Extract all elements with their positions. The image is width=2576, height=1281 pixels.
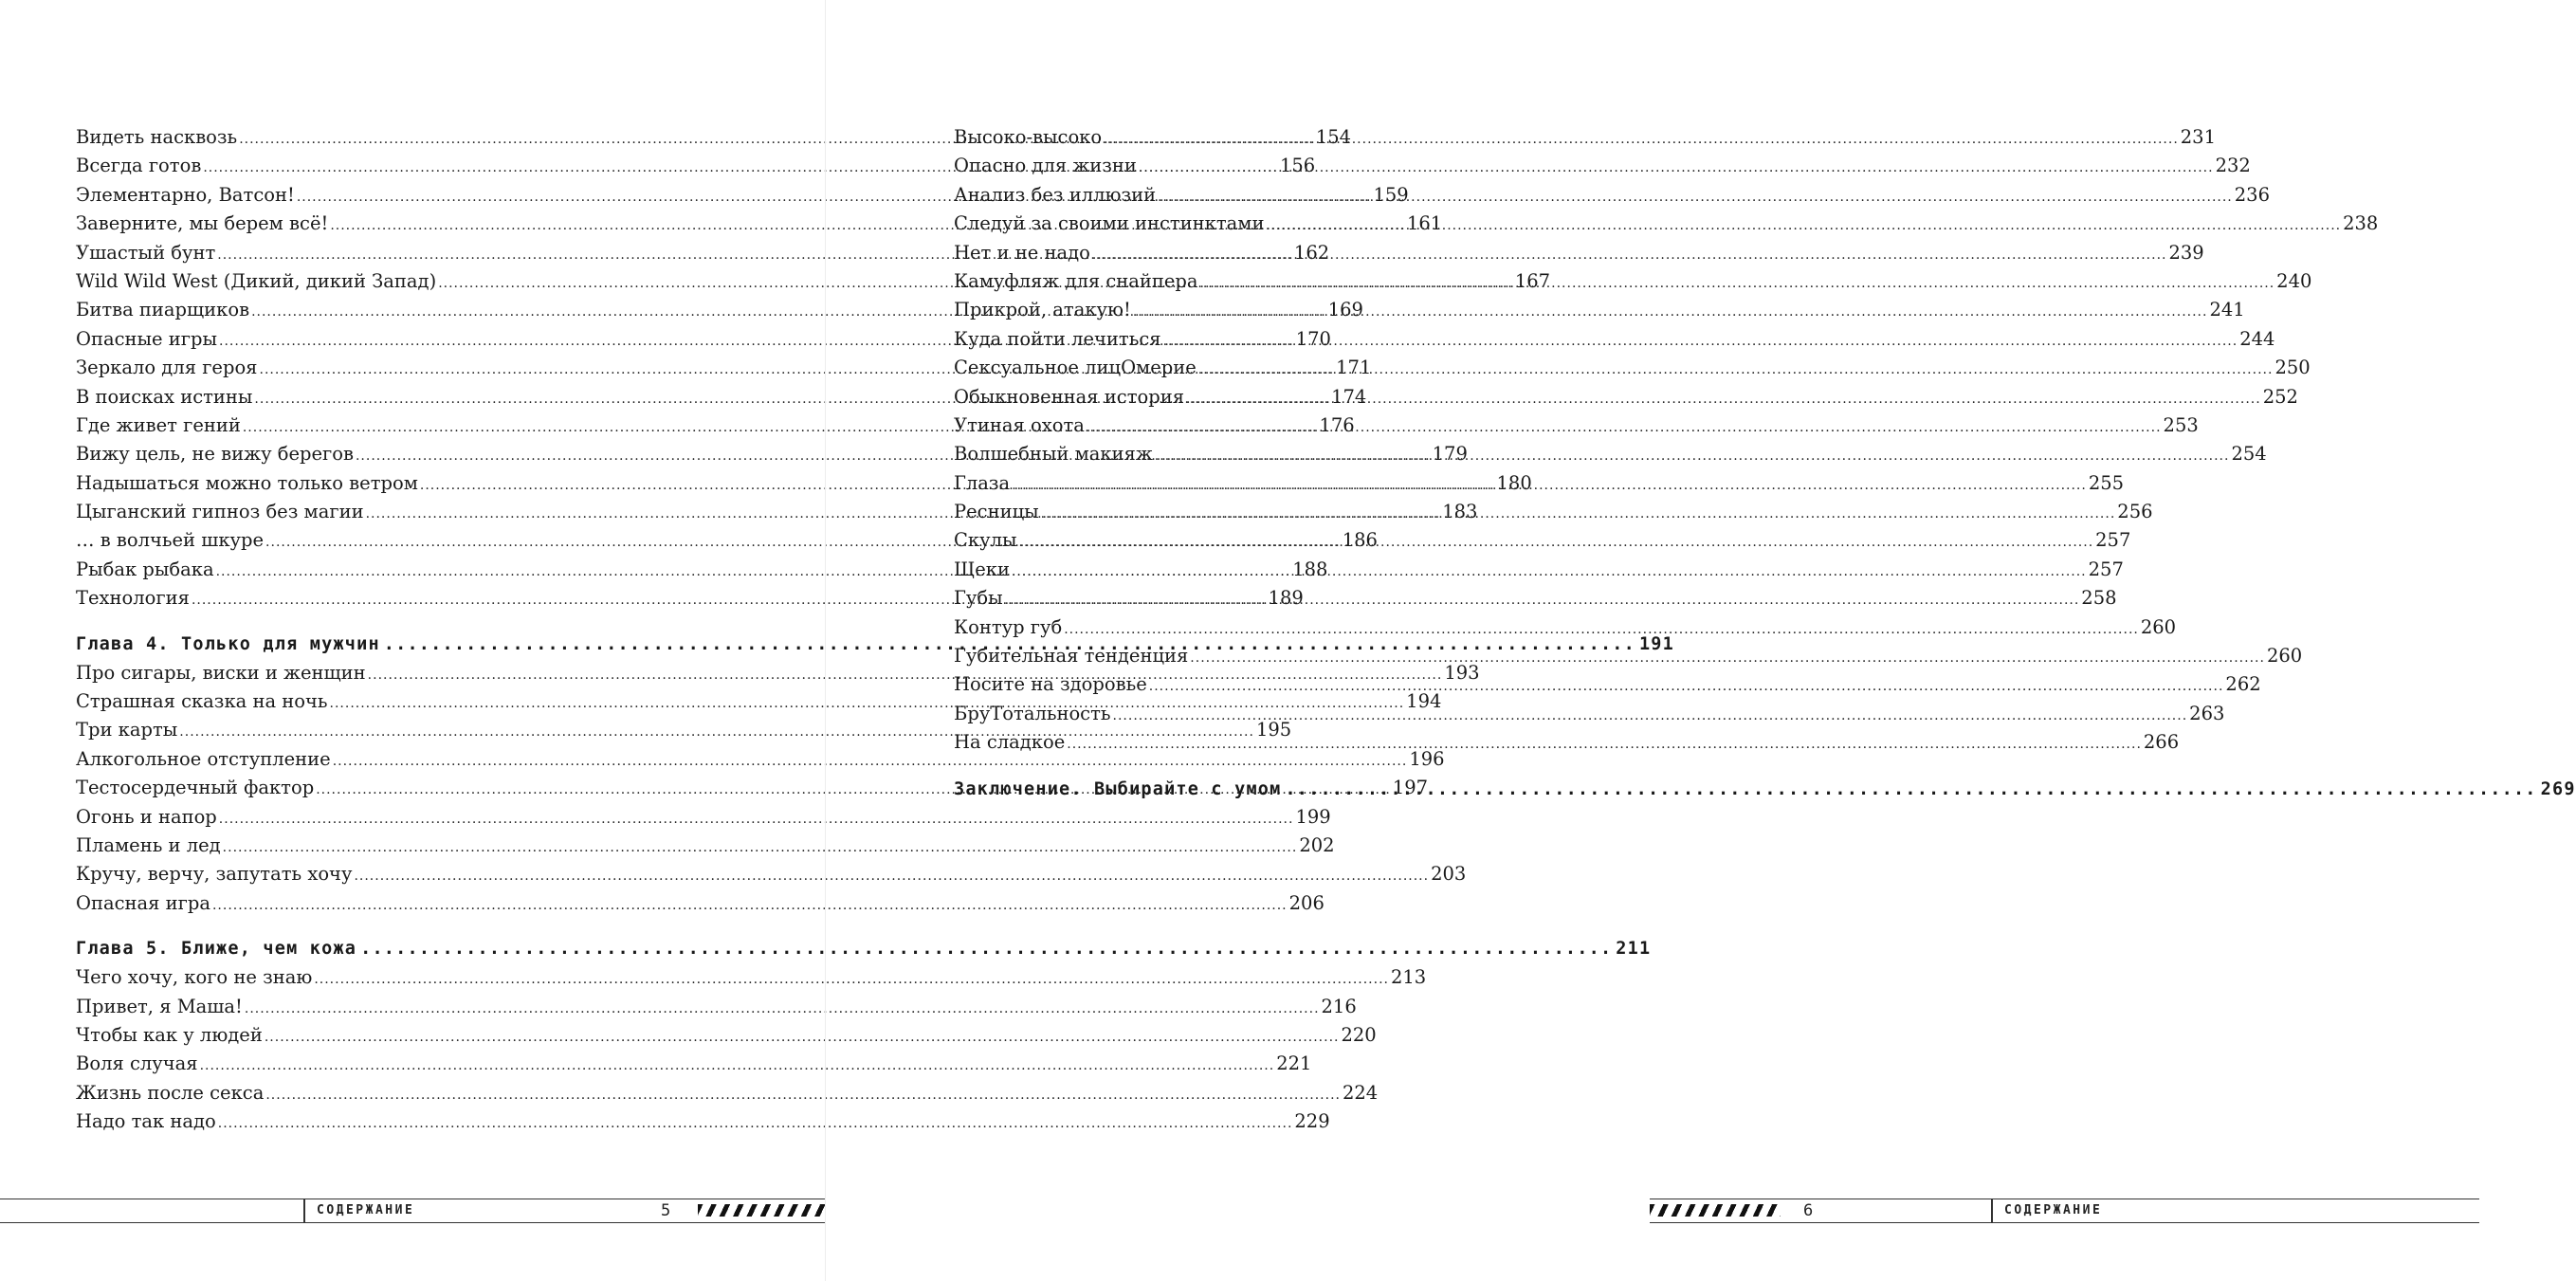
entry-page: 257 — [2095, 529, 2131, 552]
entry-page: 195 — [1255, 719, 1292, 741]
entry-page: 257 — [2088, 558, 2124, 580]
entry-page: 224 — [1342, 1081, 1379, 1104]
toc-entry[interactable] — [954, 181, 2270, 210]
entry-title: Надышаться можно только ветром — [76, 471, 418, 494]
entry-page: 167 — [1514, 269, 1551, 292]
leader-dots — [1005, 586, 2080, 614]
entry-title: Прикрой, атакую! — [954, 299, 1131, 321]
entry-title: Ресницы — [954, 501, 1039, 523]
toc-entry[interactable] — [954, 325, 2275, 354]
toc-entry[interactable] — [76, 993, 1357, 1021]
entry-title: Огонь и напор — [76, 805, 217, 828]
entry-page: 159 — [1373, 183, 1409, 206]
entry-page: 180 — [1496, 471, 1532, 494]
entry-page: 202 — [1299, 833, 1335, 856]
leader-dots — [1266, 211, 2341, 240]
entry-page: 258 — [2081, 587, 2117, 610]
running-title: СОДЕРЖАНИЕ — [2004, 1203, 2103, 1217]
entry-page: 253 — [2163, 413, 2199, 436]
leader-dots — [1163, 327, 2238, 356]
entry-title: Чтобы как у людей — [76, 1023, 263, 1046]
toc-entry[interactable] — [76, 889, 1325, 918]
entry-title: Контур губ — [954, 615, 1063, 638]
leader-dots — [1087, 413, 2162, 442]
entry-title: Скулы — [954, 529, 1017, 552]
entry-page: 238 — [2343, 212, 2379, 235]
entry-page: 186 — [1342, 529, 1378, 552]
entry-page: 231 — [2180, 126, 2216, 148]
entry-title: Анализ без иллюзий — [954, 183, 1157, 206]
leader-dots — [1285, 775, 2536, 804]
entry-page: 252 — [2262, 385, 2298, 408]
entry-title: Жизнь после секса — [76, 1081, 265, 1104]
toc-entry[interactable] — [76, 832, 1335, 860]
toc-entry[interactable] — [954, 700, 2225, 728]
entry-page: 221 — [1276, 1052, 1312, 1075]
entry-page: 189 — [1268, 587, 1304, 610]
entry-title: Рыбак рыбака — [76, 558, 214, 580]
entry-page: 154 — [1315, 126, 1352, 148]
entry-title: Wild Wild West (Дикий, дикий Запад) — [76, 269, 437, 292]
entry-title: Чего хочу, кого не знаю — [76, 966, 313, 989]
toc-entry[interactable] — [954, 412, 2199, 440]
entry-page: 240 — [2276, 269, 2312, 292]
entry-title: БруТотальность — [954, 702, 1111, 724]
entry-page: 239 — [2168, 241, 2204, 264]
entry-page: 254 — [2231, 443, 2267, 466]
leader-dots — [1190, 644, 2265, 672]
entry-title: Пламень и лед — [76, 833, 221, 856]
entry-page: 162 — [1293, 241, 1330, 264]
toc-entry[interactable] — [76, 1050, 1312, 1078]
page-number: 5 — [661, 1201, 671, 1220]
entry-page: 263 — [2189, 702, 2225, 724]
chapter-5-heading[interactable] — [76, 934, 1652, 963]
entry-title: Всегда готов — [76, 155, 202, 177]
footer-divider — [303, 1199, 305, 1222]
entry-title: Сексуальное лицОмерие — [954, 357, 1197, 379]
entry-page: 206 — [1288, 891, 1325, 914]
leader-dots — [1186, 385, 2261, 413]
entry-title: Щеки — [954, 558, 1010, 580]
leader-dots — [1012, 471, 2087, 500]
chapter-title: Глава 5. Ближе, чем кожа — [76, 939, 357, 960]
footer-right — [1650, 1199, 2479, 1223]
entry-title: Надо так надо — [76, 1110, 216, 1133]
toc-entry[interactable] — [954, 296, 2245, 324]
entry-title: Привет, я Маша! — [76, 995, 243, 1017]
entry-title: Куда пойти лечиться — [954, 327, 1161, 350]
leader-dots — [1012, 558, 2087, 586]
entry-title: Следуй за своими инстинктами — [954, 212, 1265, 235]
entry-page: 232 — [2215, 155, 2251, 177]
entry-page: 176 — [1319, 413, 1355, 436]
entry-page: 174 — [1331, 385, 1367, 408]
chapter-page: 269 — [2540, 778, 2576, 799]
toc-entry[interactable] — [76, 860, 1467, 888]
entry-title: Губительная тенденция — [954, 645, 1189, 668]
entry-page: 266 — [2143, 731, 2180, 754]
entry-title: Высоко-высоко — [954, 126, 1103, 148]
entry-title: Где живет гений — [76, 413, 241, 436]
conclusion-heading[interactable] — [954, 775, 2576, 804]
entry-page: 250 — [2275, 357, 2311, 379]
toc-entry[interactable] — [954, 383, 2298, 412]
toc-entry[interactable] — [954, 584, 2117, 613]
entry-title: Опасные игры — [76, 327, 218, 350]
entry-page: 262 — [2225, 673, 2261, 696]
entry-page: 170 — [1295, 327, 1331, 350]
entry-page: 255 — [2088, 471, 2125, 494]
entry-title: Глаза — [954, 471, 1011, 494]
toc-entry[interactable] — [954, 440, 2267, 468]
leader-dots — [1019, 528, 2094, 557]
stripe-ornament — [698, 1204, 825, 1217]
entry-page: 183 — [1442, 501, 1478, 523]
entry-title: Вижу цель, не вижу берегов — [76, 443, 354, 466]
entry-title: В поисках истины — [76, 385, 253, 408]
entry-page: 236 — [2234, 183, 2270, 206]
leader-dots — [1041, 500, 2116, 528]
entry-page: 197 — [1392, 777, 1429, 799]
entry-title: Видеть насквозь — [76, 126, 238, 148]
toc-entry[interactable] — [954, 556, 2124, 584]
entry-title: Три карты — [76, 719, 178, 741]
toc-entry[interactable] — [954, 354, 2311, 382]
footer-left — [0, 1199, 825, 1223]
entry-title: Зеркало для героя — [76, 357, 258, 379]
entry-title: Ушастый бунт — [76, 241, 216, 264]
entry-page: 179 — [1432, 443, 1468, 466]
entry-page: 256 — [2117, 501, 2153, 523]
leader-dots — [1200, 269, 2275, 298]
entry-title: Битва пиарщиков — [76, 299, 250, 321]
entry-title: Элементарно, Ватсон! — [76, 183, 295, 206]
leader-dots — [1092, 241, 2167, 269]
footer-divider — [1991, 1199, 1993, 1222]
entry-page: 220 — [1341, 1023, 1377, 1046]
toc-entry[interactable] — [954, 123, 2216, 152]
entry-page: 203 — [1431, 863, 1467, 886]
leader-dots — [1133, 298, 2208, 326]
entry-page: 193 — [1444, 661, 1480, 684]
leader-dots — [1198, 356, 2274, 384]
running-title: СОДЕРЖАНИЕ — [317, 1203, 415, 1217]
leader-dots — [1067, 730, 2142, 759]
entry-title: Воля случая — [76, 1052, 198, 1075]
entry-page: 260 — [2266, 645, 2303, 668]
entry-title: Тестосердечный фактор — [76, 777, 315, 799]
toc-entry[interactable] — [954, 210, 2379, 238]
entry-page: 196 — [1409, 747, 1445, 770]
chapter-title: Глава 4. Только для мужчин — [76, 633, 380, 654]
entry-title: Волшебный макияж — [954, 443, 1153, 466]
toc-entry[interactable] — [76, 803, 1331, 832]
toc-entry[interactable] — [954, 526, 2131, 555]
toc-entry[interactable] — [954, 152, 2251, 180]
entry-page: 244 — [2239, 327, 2275, 350]
entry-page: 161 — [1406, 212, 1443, 235]
entry-title: Заверните, мы берем всё! — [76, 212, 329, 235]
toc-group-c — [76, 963, 1427, 1136]
entry-title: Страшная сказка на ночь — [76, 690, 328, 713]
entry-title: Цыганский гипноз без магии — [76, 501, 364, 523]
stripe-ornament — [1650, 1204, 1781, 1217]
leader-dots — [1113, 702, 2188, 730]
toc-entry[interactable] — [954, 239, 2204, 267]
entry-title: Про сигары, виски и женщин — [76, 661, 366, 684]
chapter-title: Заключение. Выбирайте с умом — [954, 778, 1282, 799]
entry-title: Камуфляж для снайпера — [954, 269, 1198, 292]
entry-page: 171 — [1336, 357, 1372, 379]
entry-title: Губы — [954, 587, 1003, 610]
leader-dots — [1104, 125, 2179, 154]
leader-dots — [1139, 154, 2214, 182]
toc-entry[interactable] — [76, 1021, 1377, 1050]
entry-title: Кручу, верчу, запутать хочу — [76, 863, 353, 886]
entry-title: Обыкновенная история — [954, 385, 1185, 408]
leader-dots — [1149, 672, 2224, 701]
entry-title: Технология — [76, 587, 190, 610]
entry-page: 188 — [1292, 558, 1328, 580]
entry-page: 169 — [1327, 299, 1363, 321]
entry-title: Опасная игра — [76, 891, 210, 914]
entry-page: 156 — [1279, 155, 1316, 177]
entry-title: … в волчьей шкуре — [76, 529, 265, 552]
toc-entry[interactable] — [954, 728, 2180, 757]
toc-entry[interactable] — [76, 1107, 1330, 1136]
chapter-page: 211 — [1616, 939, 1652, 960]
entry-page: 213 — [1390, 966, 1427, 989]
entry-page: 229 — [1294, 1110, 1330, 1133]
entry-title: Утиная охота — [954, 413, 1085, 436]
entry-page: 199 — [1295, 805, 1331, 828]
leader-dots — [1158, 183, 2233, 211]
page-number: 6 — [1803, 1201, 1814, 1220]
chapter-page: 191 — [1638, 633, 1674, 654]
entry-title: Носите на здоровье — [954, 673, 1147, 696]
entry-title: Опасно для жизни — [954, 155, 1137, 177]
entry-title: Нет и не надо — [954, 241, 1090, 264]
leader-dots — [1155, 442, 2230, 470]
entry-page: 216 — [1321, 995, 1357, 1017]
toc-entry[interactable] — [76, 1079, 1379, 1107]
entry-page: 241 — [2209, 299, 2245, 321]
entry-page: 260 — [2140, 615, 2177, 638]
entry-title: Алкогольное отступление — [76, 747, 331, 770]
toc-entry[interactable] — [76, 963, 1427, 992]
toc-entry[interactable] — [76, 745, 1445, 774]
entry-title: На сладкое — [954, 731, 1066, 754]
entry-page: 194 — [1406, 690, 1442, 713]
toc-entry[interactable] — [954, 613, 2177, 642]
leader-dots — [1064, 615, 2139, 644]
